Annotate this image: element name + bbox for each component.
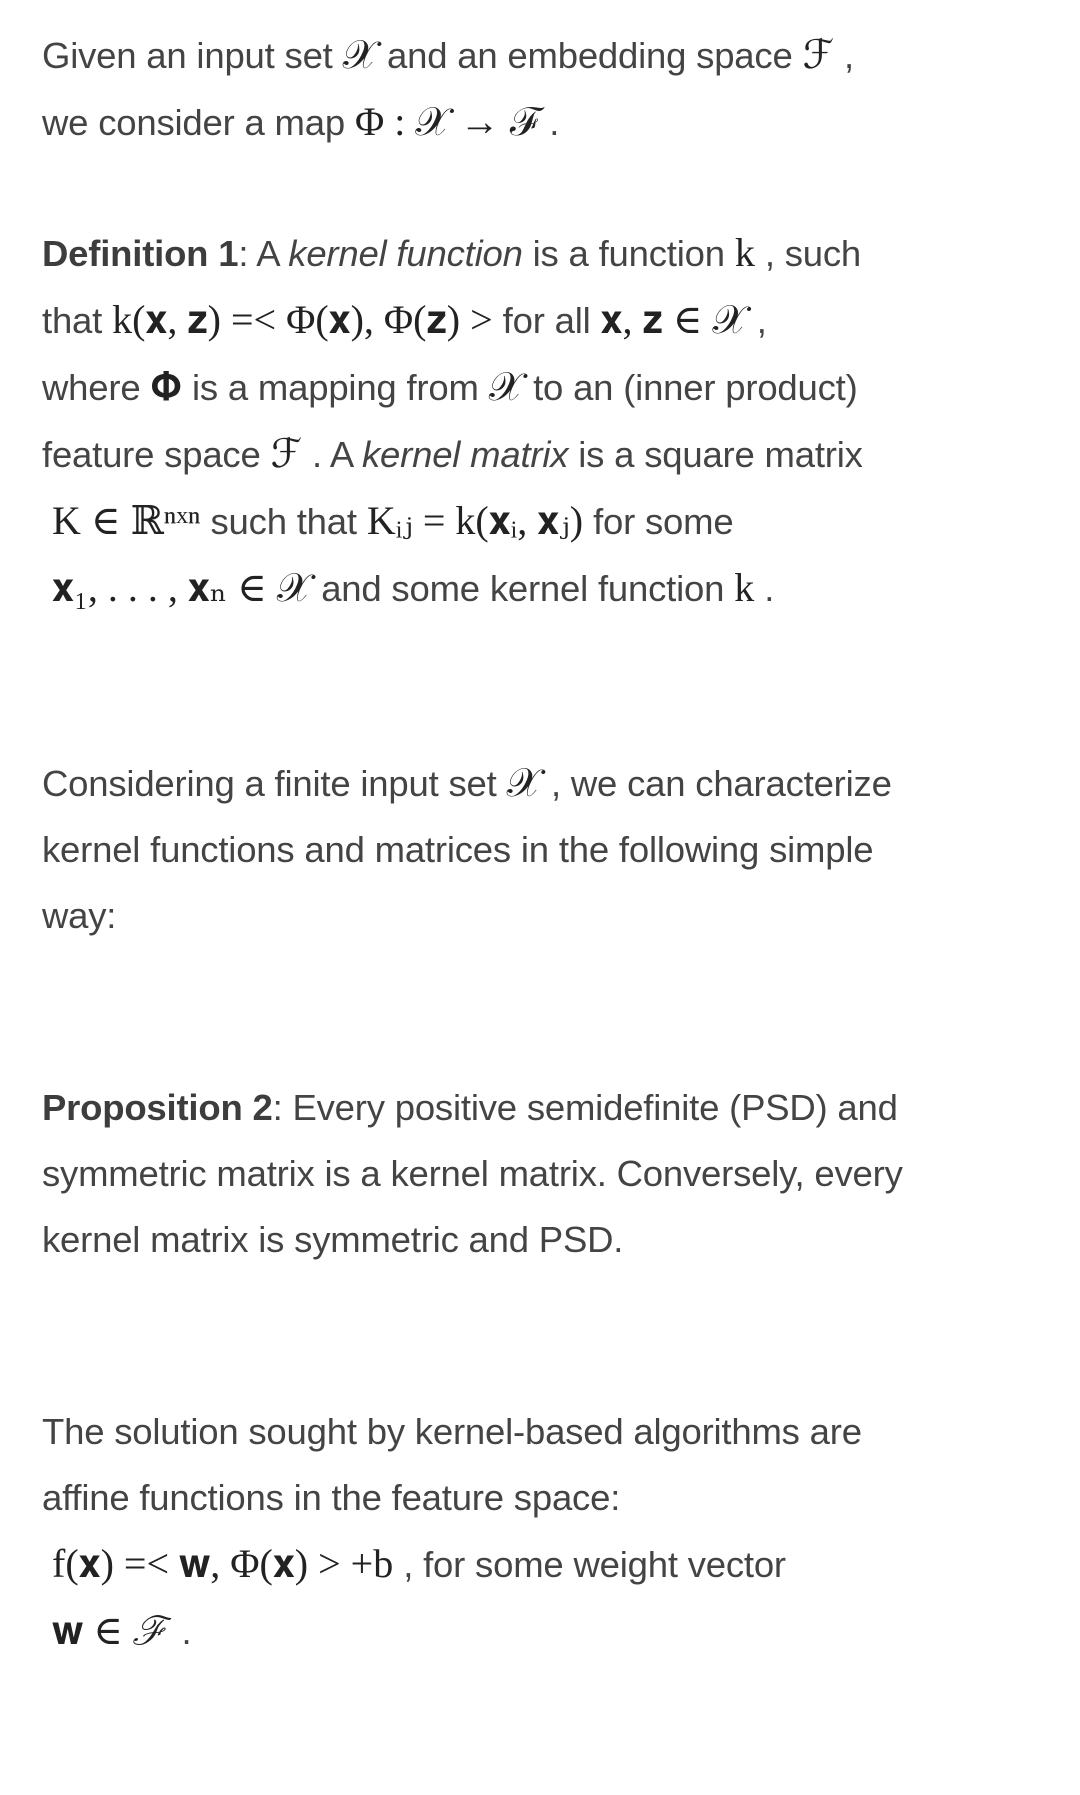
text-line [42, 89, 1052, 156]
text-segment: , [756, 300, 767, 341]
math-expression: 𝒳 [342, 32, 378, 77]
text-segment: kernel functions and matrices in the following simple [42, 829, 874, 870]
paragraph-finite-input [42, 750, 1052, 949]
paragraph-intro [42, 22, 1052, 156]
paragraph-solution [42, 1399, 1052, 1665]
text-segment: . A [312, 434, 362, 475]
text-line [42, 1465, 1052, 1531]
math-expression: Φ : 𝒳 → ℱ [354, 99, 540, 144]
text-segment: that [42, 300, 103, 341]
text-segment: such that [210, 501, 357, 542]
text-line [42, 750, 1052, 817]
text-segment: The solution sought by kernel-based algorithms are [42, 1411, 862, 1452]
math-expression: 𝐱, 𝐳 ∈ 𝒳 [600, 297, 747, 342]
math-expression: k(𝐱, 𝐳) =< Φ(𝐱), Φ(𝐳) > [112, 297, 493, 342]
text-line [42, 1141, 1052, 1207]
emphasized-term: kernel function [288, 233, 523, 274]
text-line [42, 488, 1052, 555]
text-segment: , such [764, 233, 861, 274]
paragraph-definition-1 [42, 220, 1052, 622]
math-expression: Kᵢⱼ = k(𝐱ᵢ, 𝐱ⱼ) [366, 498, 584, 543]
text-segment: for some [593, 501, 734, 542]
text-segment: we consider a map [42, 102, 345, 143]
math-expression: k [734, 565, 755, 610]
math-expression: f(𝐱) =< 𝐰, Φ(𝐱) > +b [52, 1541, 394, 1586]
math-expression: 𝒳 [506, 760, 541, 805]
text-segment: . [764, 568, 775, 609]
text-segment: , [844, 35, 854, 76]
paragraph-proposition-2 [42, 1075, 1052, 1273]
text-segment: kernel matrix is symmetric and PSD. [42, 1219, 624, 1260]
bold-label: Proposition 2 [42, 1087, 273, 1128]
text-segment: feature space [42, 434, 261, 475]
text-segment: affine functions in the feature space: [42, 1477, 621, 1518]
text-segment: way: [42, 895, 117, 936]
math-expression: 𝒳 [488, 364, 524, 409]
text-segment: and some kernel function [321, 568, 725, 609]
text-segment: . [549, 102, 560, 143]
math-expression: 𝐱₁, . . . , 𝐱ₙ ∈ 𝒳 [52, 565, 312, 610]
text-line [42, 22, 1052, 89]
text-segment: is a mapping from [191, 367, 479, 408]
text-line [42, 1399, 1052, 1465]
text-segment: : A [238, 233, 289, 274]
text-line [42, 817, 1052, 883]
math-expression: k [734, 230, 755, 275]
text-line [42, 354, 1052, 421]
document-body [42, 22, 1052, 1795]
text-segment: : Every positive semidefinite (PSD) and [272, 1087, 898, 1128]
text-line [42, 1207, 1052, 1273]
math-expression: 𝚽 [150, 364, 182, 409]
text-segment: symmetric matrix is a kernel matrix. Conversely, every [42, 1153, 903, 1194]
text-segment: for all [502, 300, 591, 341]
math-expression: ℱ [802, 32, 835, 77]
text-line [42, 1531, 1052, 1598]
text-segment: Given an input set [42, 35, 333, 76]
math-expression: K ∈ ℝⁿˣⁿ [52, 498, 201, 543]
text-segment: . [181, 1611, 192, 1652]
text-segment: where [42, 367, 141, 408]
text-line [42, 421, 1052, 488]
math-expression: 𝐰 ∈ ℱ [52, 1608, 172, 1653]
text-segment: and an embedding space [387, 35, 793, 76]
text-line [42, 287, 1052, 354]
text-segment: , we can characterize [551, 763, 892, 804]
text-line [42, 555, 1052, 622]
emphasized-term: kernel matrix [361, 434, 569, 475]
text-line [42, 1598, 1052, 1665]
text-line [42, 883, 1052, 949]
math-expression: ℱ [270, 431, 303, 476]
bold-label: Definition 1 [42, 233, 239, 274]
text-line [42, 220, 1052, 287]
text-segment: Considering a finite input set [42, 763, 497, 804]
text-line [42, 1075, 1052, 1141]
text-segment: to an (inner product) [533, 367, 858, 408]
text-segment: is a square matrix [568, 434, 863, 475]
text-segment: is a function [522, 233, 725, 274]
text-segment: , for some weight vector [403, 1544, 786, 1585]
